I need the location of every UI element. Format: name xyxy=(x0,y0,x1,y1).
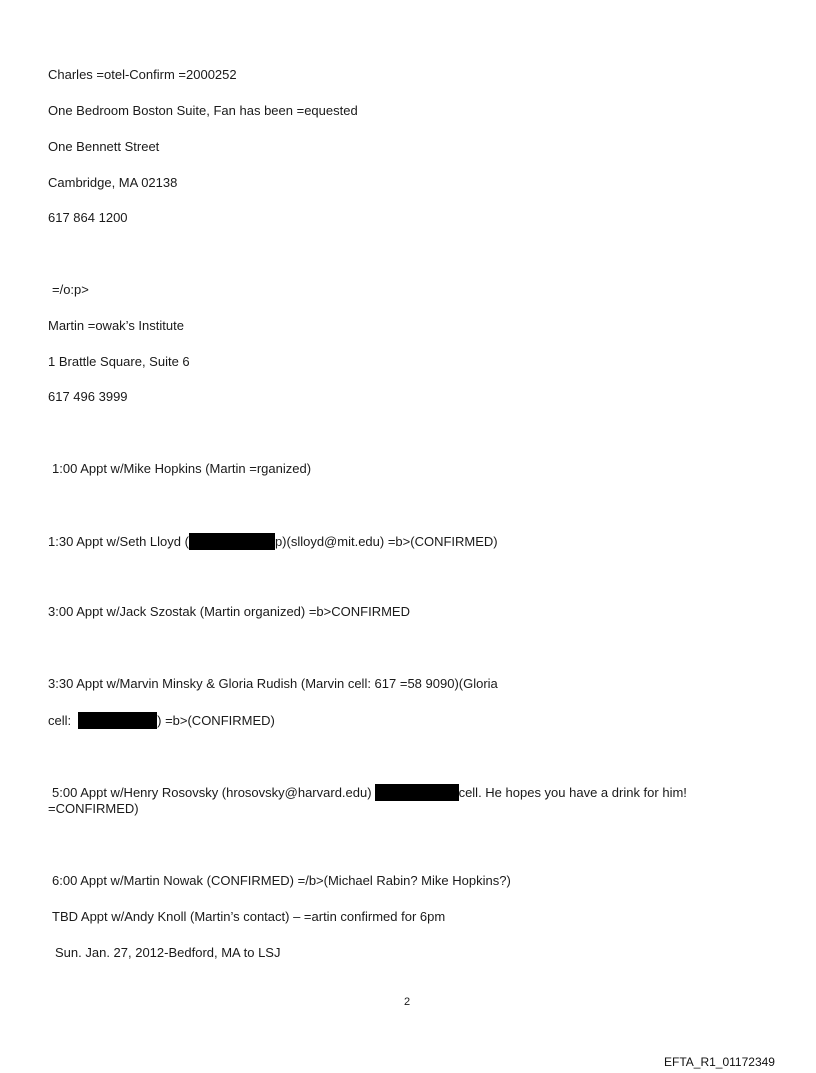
hotel-street-line: One Bennett Street xyxy=(48,139,160,154)
appointment-nowak: 6:00 Appt w/Martin Nowak (CONFIRMED) =/b>(Michael Rabin? Mike Hopkins?) xyxy=(52,873,511,888)
hotel-phone-line: 617 864 1200 xyxy=(48,210,128,225)
institute-address-line: 1 Brattle Square, Suite 6 xyxy=(48,354,190,369)
hotel-room-line: One Bedroom Boston Suite, Fan has been =equested xyxy=(48,103,358,118)
redaction-block xyxy=(189,533,275,550)
page-number: 2 xyxy=(404,996,411,1008)
institute-phone-line: 617 496 3999 xyxy=(48,389,128,404)
hotel-city-line: Cambridge, MA 02138 xyxy=(48,175,178,190)
appointment-szostak: 3:00 Appt w/Jack Szostak (Martin organized) =b>CONFIRMED xyxy=(48,604,410,619)
appointment-rosovsky-line2: =CONFIRMED) xyxy=(48,801,139,816)
markup-artifact-line: =/o:p> xyxy=(52,282,89,297)
appointment-minsky-line2-end: ) =b>(CONFIRMED) xyxy=(157,713,275,728)
appointment-minsky-line1: 3:30 Appt w/Marvin Minsky & Gloria Rudish (Marvin cell: 617 =58 9090)(Gloria xyxy=(48,676,498,691)
appointment-rosovsky-text-end: cell. He hopes you have a drink for him! xyxy=(458,785,687,800)
appointment-minsky-cell-label: cell: xyxy=(48,713,72,728)
appointment-hopkins: 1:00 Appt w/Mike Hopkins (Martin =rganized) xyxy=(52,461,312,476)
appointment-lloyd-text: 1:30 Appt w/Seth Lloyd ( xyxy=(48,534,189,549)
travel-line: Sun. Jan. 27, 2012-Bedford, MA to LSJ xyxy=(55,945,281,960)
appointment-minsky-line2 xyxy=(48,712,275,729)
document-id: EFTA_R1_01172349 xyxy=(664,1055,775,1069)
appointment-lloyd xyxy=(48,533,498,550)
redaction-block xyxy=(78,712,157,729)
redaction-block xyxy=(375,784,459,801)
institute-name-line: Martin =owak’s Institute xyxy=(48,318,184,333)
appointment-knoll: TBD Appt w/Andy Knoll (Martin’s contact) – =artin confirmed for 6pm xyxy=(52,909,446,924)
hotel-confirm-line: Charles =otel-Confirm =2000252 xyxy=(48,67,237,82)
appointment-rosovsky xyxy=(52,784,687,801)
appointment-lloyd-text-end: p)(slloyd@mit.edu) =b>(CONFIRMED) xyxy=(274,534,498,549)
appointment-rosovsky-text: 5:00 Appt w/Henry Rosovsky (hrosovsky@harvard.edu) xyxy=(52,785,372,800)
